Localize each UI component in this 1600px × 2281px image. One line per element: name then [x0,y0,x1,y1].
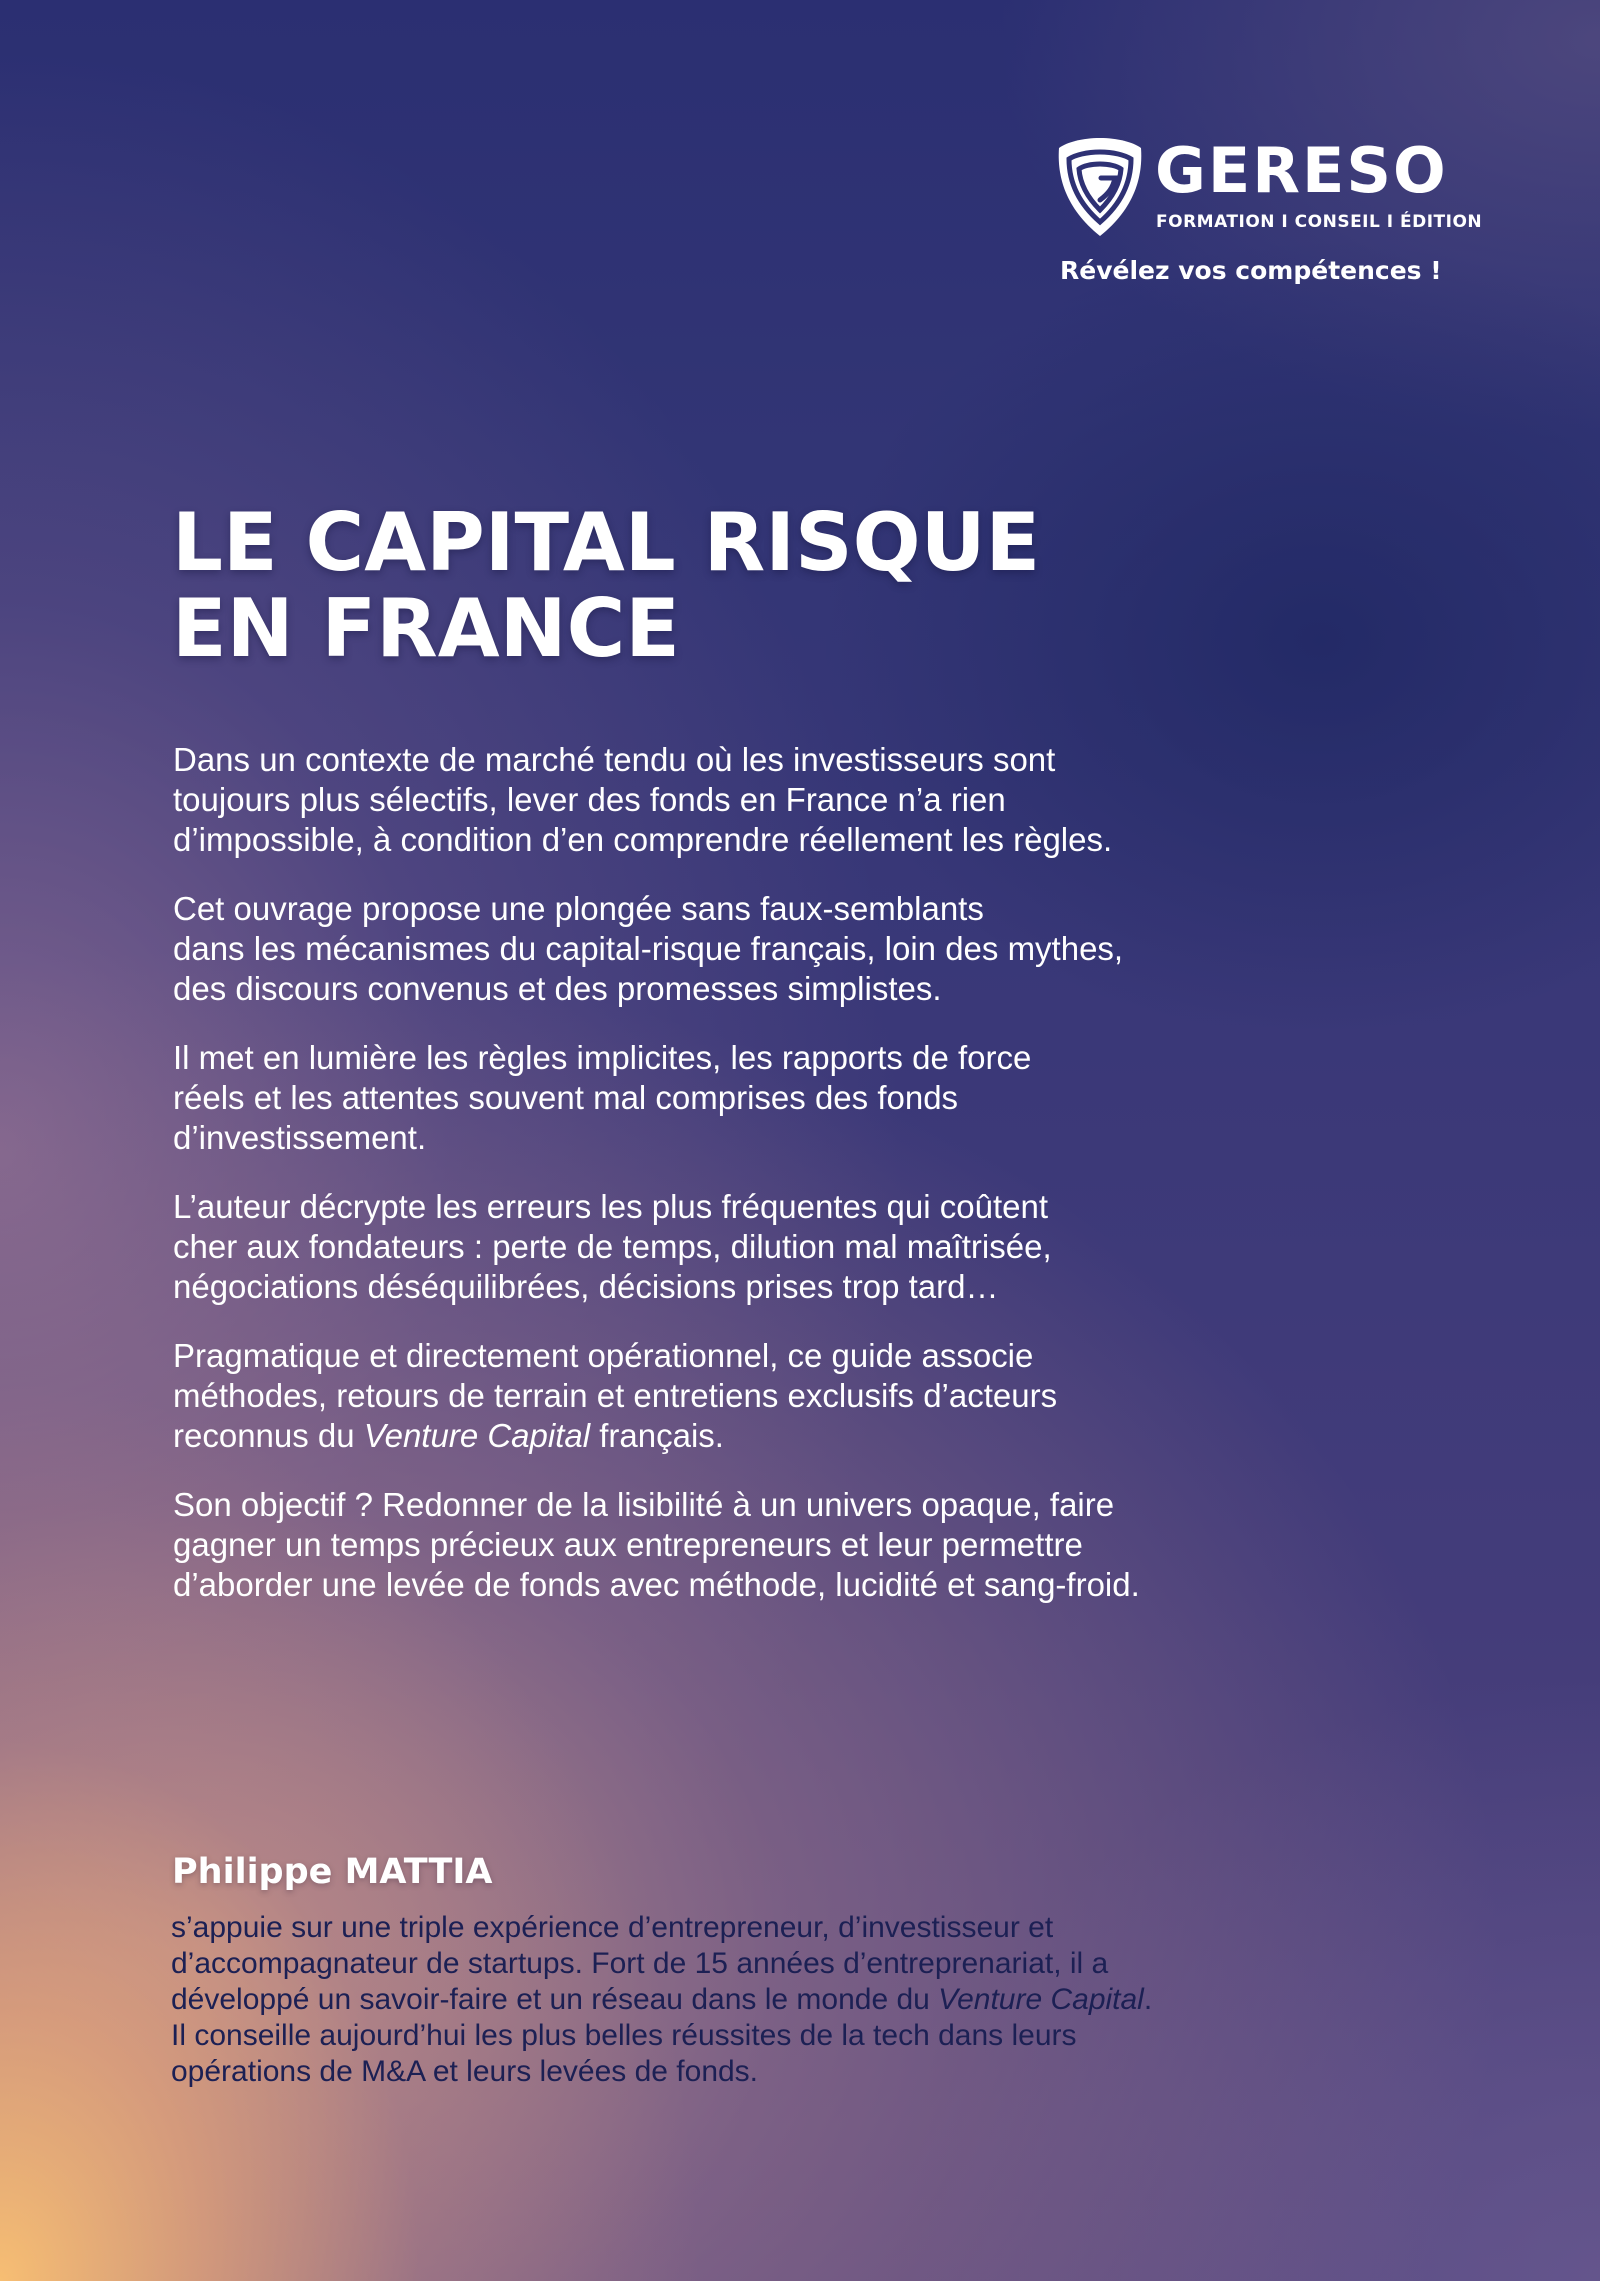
venture-capital-emphasis: Venture Capital [363,1417,591,1454]
gereso-shield-logo-icon [1055,136,1145,238]
paragraph-line: L’auteur décrypte les erreurs les plus fréquentes qui coûtent [173,1188,1049,1225]
paragraph-line: d’aborder une levée de fonds avec méthode, lucidité et sang-froid. [173,1566,1140,1603]
book-title-line-2: EN FRANCE [172,582,680,675]
author-bio [171,1910,1152,2090]
paragraph-line: gagner un temps précieux aux entrepreneurs et leur permettre [173,1526,1083,1563]
author-bio-line: s’appuie sur une triple expérience d’entrepreneur, d’investisseur et [171,1911,1054,1944]
description-paragraph [173,1336,1313,1456]
gereso-logo [1055,132,1483,292]
paragraph-line: Son objectif ? Redonner de la lisibilité à un univers opaque, faire [173,1486,1115,1523]
paragraph-line: Pragmatique et directement opérationnel, ce guide associe [173,1337,1034,1374]
line-prefix: reconnus du [173,1417,364,1454]
paragraph-line: des discours convenus et des promesses simplistes. [173,970,942,1007]
author-bio-line [171,1982,1152,2018]
paragraph-line: dans les mécanismes du capital-risque français, loin des mythes, [173,930,1124,967]
logo-subtitle: FORMATION I CONSEIL I ÉDITION [1156,212,1483,232]
paragraph-line: d’investissement. [173,1119,427,1156]
paragraph-line: réels et les attentes souvent mal comprises des fonds [173,1079,959,1116]
description-paragraph [173,889,1313,1009]
description-paragraph [173,740,1313,860]
line-suffix: français. [590,1417,724,1454]
line-prefix: développé un savoir-faire et un réseau dans le monde du [171,1983,939,2016]
paragraph-line: méthodes, retours de terrain et entretiens exclusifs d’acteurs [173,1377,1058,1414]
book-title [172,496,1041,675]
book-title-line-1: LE CAPITAL RISQUE [172,496,1041,589]
paragraph-line: toujours plus sélectifs, lever des fonds en France n’a rien [173,781,1006,818]
venture-capital-emphasis: Venture Capital [938,1983,1144,2016]
paragraph-line: d’impossible, à condition d’en comprendre réellement les règles. [173,821,1113,858]
paragraph-line [173,1416,1313,1456]
author-bio-line: Il conseille aujourd’hui les plus belles réussites de la tech dans leurs [171,2019,1077,2052]
description-paragraph [173,1038,1313,1158]
author-bio-line: d’accompagnateur de startups. Fort de 15 années d’entreprenariat, il a [171,1947,1109,1980]
author-name: Philippe MATTIA [172,1852,493,1892]
paragraph-line: Cet ouvrage propose une plongée sans faux-semblants [173,890,984,927]
line-suffix: . [1143,1983,1153,2016]
paragraph-line: négociations déséquilibrées, décisions prises trop tard… [173,1268,999,1305]
description-paragraph [173,1485,1313,1605]
logo-tagline: Révélez vos compétences ! [1060,256,1442,285]
author-bio-line: opérations de M&A et leurs levées de fonds. [171,2055,759,2088]
book-description [173,740,1313,1634]
paragraph-line: cher aux fondateurs : perte de temps, dilution mal maîtrisée, [173,1228,1052,1265]
paragraph-line: Dans un contexte de marché tendu où les investisseurs sont [173,741,1056,778]
description-paragraph [173,1187,1313,1307]
logo-brand-name: GERESO [1155,134,1448,207]
paragraph-line: Il met en lumière les règles implicites, les rapports de force [173,1039,1032,1076]
